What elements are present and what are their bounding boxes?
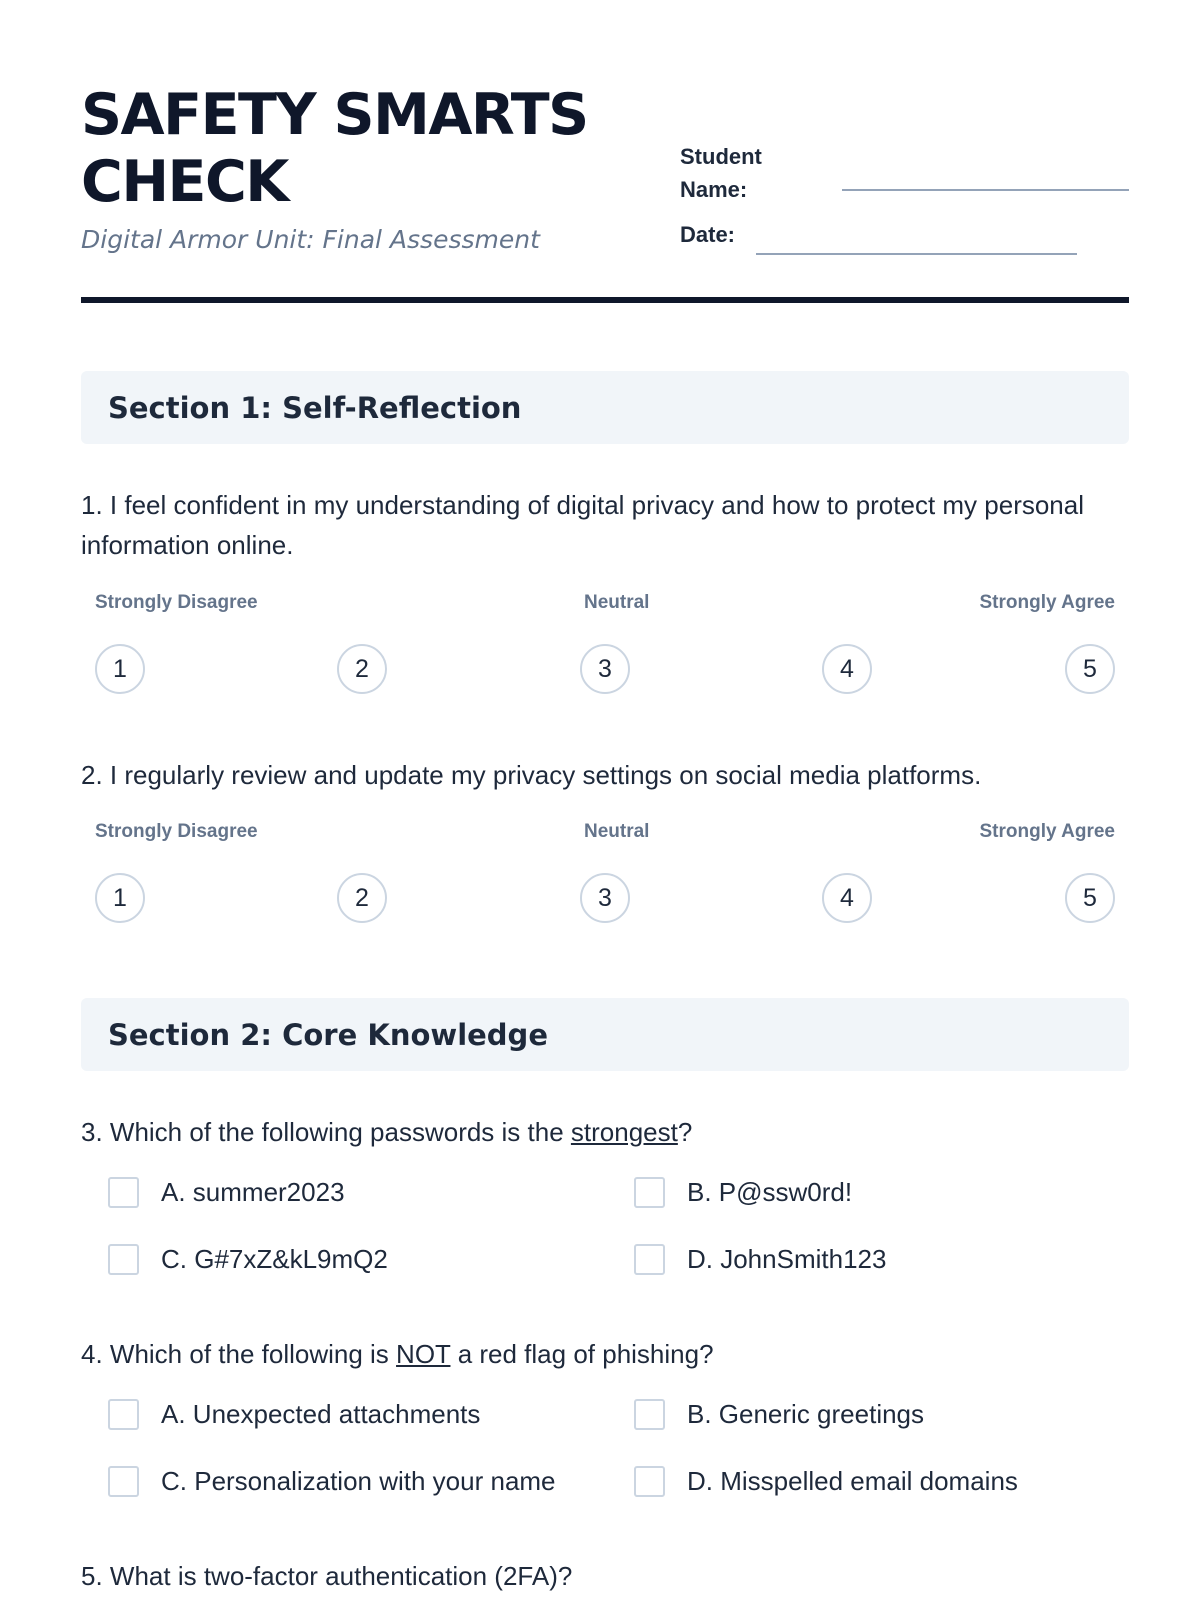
option-c[interactable] — [108, 1461, 556, 1501]
header-divider — [81, 297, 1129, 303]
scale-label-mid: Neutral — [584, 592, 650, 613]
question-text-end: a red flag of phishing? — [450, 1339, 714, 1369]
option-label: C. Personalization with your name — [161, 1465, 556, 1496]
scale-label-right: Strongly Agree — [979, 821, 1115, 842]
scale-label-right: Strongly Agree — [979, 592, 1115, 613]
scale-option-3[interactable]: 3 — [580, 873, 630, 923]
date-field[interactable] — [756, 253, 1077, 255]
scale-option-4[interactable]: 4 — [822, 873, 872, 923]
header — [81, 82, 1129, 304]
question-1: 1. I feel confident in my understanding of digital privacy and how to protect my personal information online. — [81, 490, 1085, 560]
scale-label-mid: Neutral — [584, 821, 650, 842]
section-title: Section 2: Core Knowledge — [108, 1017, 548, 1052]
title-block — [81, 82, 641, 254]
question-5: 5. What is two-factor authentication (2FA)? — [81, 1561, 573, 1591]
checkbox[interactable] — [108, 1177, 139, 1208]
student-name-label: Student Name: — [680, 144, 762, 202]
options-q4 — [108, 1394, 1108, 1544]
options-q3 — [108, 1172, 1108, 1322]
option-b[interactable] — [634, 1172, 852, 1212]
section-1-header — [81, 371, 1129, 444]
option-label: D. JohnSmith123 — [687, 1243, 887, 1274]
scale-option-1[interactable]: 1 — [95, 644, 145, 694]
scale-option-2[interactable]: 2 — [337, 644, 387, 694]
option-c[interactable] — [108, 1239, 388, 1279]
option-d[interactable] — [634, 1239, 886, 1279]
date-label: Date: — [680, 222, 736, 247]
student-name-field[interactable] — [842, 189, 1129, 191]
option-label: C. G#7xZ&kL9mQ2 — [161, 1243, 388, 1274]
scale-option-3[interactable]: 3 — [580, 644, 630, 694]
question-text: 4. Which of the following is — [81, 1339, 397, 1369]
checkbox[interactable] — [634, 1399, 665, 1430]
option-label: B. Generic greetings — [687, 1398, 925, 1429]
option-label: D. Misspelled email domains — [687, 1465, 1018, 1496]
page-title — [81, 82, 641, 216]
checkbox[interactable] — [634, 1466, 665, 1497]
scale-option-1[interactable]: 1 — [95, 873, 145, 923]
scale-option-5[interactable]: 5 — [1065, 644, 1115, 694]
checkbox[interactable] — [108, 1399, 139, 1430]
option-a[interactable] — [108, 1394, 480, 1434]
question-4 — [81, 1334, 1129, 1374]
option-d[interactable] — [634, 1461, 1018, 1501]
subtitle: Digital Armor Unit: Final Assessment — [81, 225, 540, 254]
title-line-1: SAFETY SMARTS — [81, 82, 588, 148]
option-label: A. summer2023 — [161, 1176, 345, 1207]
likert-scale-q1 — [81, 592, 1129, 702]
section-2-header — [81, 998, 1129, 1071]
question-text-end: ? — [677, 1117, 693, 1147]
scale-label-left: Strongly Disagree — [95, 821, 258, 842]
title-line-2: CHECK — [81, 149, 288, 215]
question-2: 2. I regularly review and update my privacy settings on social media platforms. — [81, 760, 982, 790]
option-b[interactable] — [634, 1394, 924, 1434]
option-label: A. Unexpected attachments — [161, 1398, 481, 1429]
question-emphasis: strongest — [570, 1117, 678, 1147]
scale-option-5[interactable]: 5 — [1065, 873, 1115, 923]
option-a[interactable] — [108, 1172, 345, 1212]
checkbox[interactable] — [634, 1177, 665, 1208]
checkbox[interactable] — [108, 1244, 139, 1275]
question-text: 3. Which of the following passwords is the — [81, 1117, 571, 1147]
section-title: Section 1: Self-Reflection — [108, 390, 522, 425]
scale-option-2[interactable]: 2 — [337, 873, 387, 923]
likert-scale-q2 — [81, 821, 1129, 931]
question-3 — [81, 1112, 1129, 1152]
checkbox[interactable] — [108, 1466, 139, 1497]
scale-label-left: Strongly Disagree — [95, 592, 258, 613]
option-label: B. P@ssw0rd! — [687, 1176, 853, 1207]
question-emphasis: NOT — [396, 1339, 451, 1369]
scale-option-4[interactable]: 4 — [822, 644, 872, 694]
checkbox[interactable] — [634, 1244, 665, 1275]
